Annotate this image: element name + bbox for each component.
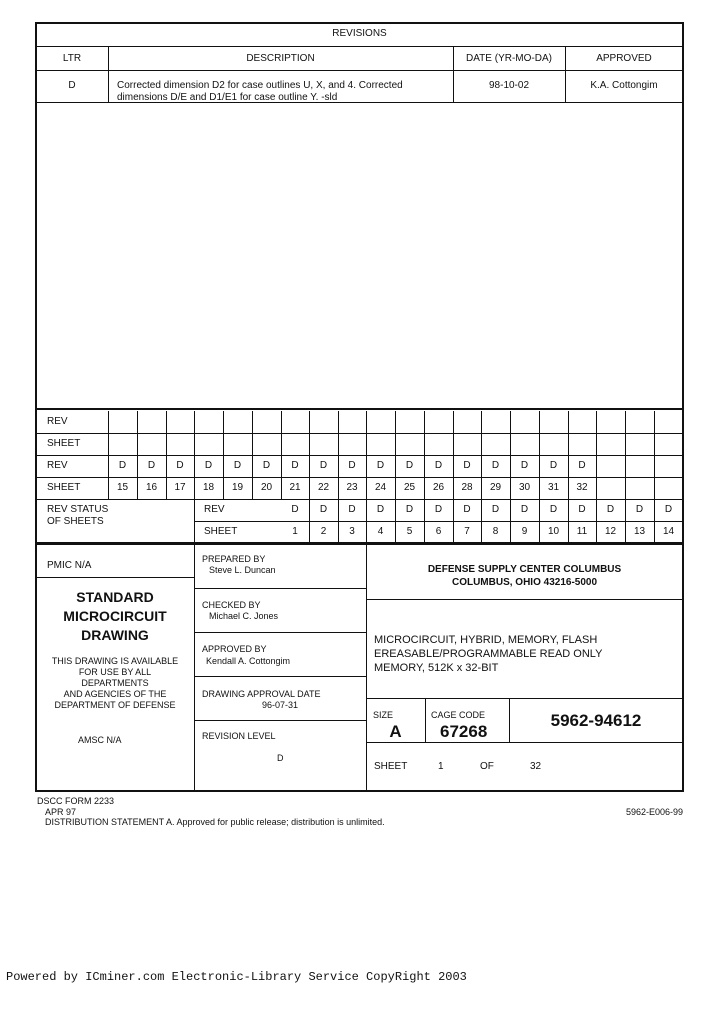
sheet-cell: 28 [461, 482, 473, 493]
standard-line1: STANDARD [76, 589, 154, 605]
status-sheet-cell: 14 [662, 526, 675, 537]
rev-cell: D [376, 460, 385, 471]
sheet-cell: 16 [145, 482, 158, 493]
rev-cell: D [434, 460, 443, 471]
divider [36, 455, 683, 456]
divider [36, 70, 683, 71]
divider [36, 577, 194, 578]
status-rev-cell: D [376, 504, 385, 515]
rev-cell: D [348, 460, 356, 471]
sheet-cell: 18 [202, 482, 215, 493]
status-rev-cell: D [405, 504, 414, 515]
drawing-title-line1: MICROCIRCUIT, HYBRID, MEMORY, FLASH [374, 634, 598, 646]
status-rev-cell: D [635, 504, 644, 515]
status-sheet-cell: 11 [576, 526, 588, 537]
sheet-label: SHEET [374, 761, 408, 772]
revision-level: D [277, 753, 284, 763]
rev-cell: D [118, 460, 127, 471]
sheet-cell: 22 [317, 482, 330, 493]
status-sheet-cell: 7 [464, 526, 470, 537]
rev-status-label: REV STATUS [47, 504, 109, 515]
divider [36, 499, 683, 500]
rev-cell: D [578, 460, 586, 471]
status-sheet-cell: 10 [547, 526, 560, 537]
divider [36, 477, 683, 478]
status-rev-cell: D [319, 504, 328, 515]
revision-approved: K.A. Cottongim [590, 80, 658, 91]
status-rev-cell: D [578, 504, 586, 515]
status-rev-cell: D [434, 504, 443, 515]
sheet-row-label: SHEET [47, 482, 81, 493]
status-sheet-cell: 8 [492, 526, 499, 537]
availability-line3: DEPARTMENTS [81, 678, 149, 688]
status-rev-cell: D [549, 504, 558, 515]
availability-line2: FOR USE BY ALL [78, 667, 152, 677]
form-date: APR 97 [45, 807, 77, 817]
rev-cell: D [491, 460, 500, 471]
rev-status-sheet-label: SHEET [204, 526, 238, 537]
approved-name: Kendall A. Cottongim [206, 656, 291, 666]
divider [654, 411, 655, 499]
divider [366, 742, 683, 743]
availability-line4: AND AGENCIES OF THE [63, 689, 167, 699]
divider [625, 411, 626, 499]
rev-row-label: REV [47, 460, 68, 471]
status-rev-cell: D [491, 504, 500, 515]
sheet-total: 32 [530, 761, 542, 772]
revision-description-line2: dimensions D/E and D1/E1 for case outline Y. -sld [117, 92, 338, 101]
status-rev-cell: D [348, 504, 356, 515]
status-sheet-cell: 2 [320, 526, 327, 537]
sheet-cell: 23 [346, 482, 358, 493]
status-sheet-cell: 13 [633, 526, 646, 537]
size-label: SIZE [373, 710, 394, 720]
rev-cell: D [262, 460, 271, 471]
distribution-statement: DISTRIBUTION STATEMENT A. Approved for public release; distribution is unlimited. [45, 817, 385, 827]
drawing-title-line2: EREASABLE/PROGRAMMABLE READ ONLY [374, 648, 603, 660]
rev-cell: D [405, 460, 414, 471]
sheet-cell: 29 [489, 482, 502, 493]
availability-line1: THIS DRAWING IS AVAILABLE [51, 656, 179, 666]
standard-line2: MICROCIRCUIT [63, 608, 167, 624]
status-rev-cell: D [664, 504, 673, 515]
revision-level-label: REVISION LEVEL [202, 731, 276, 741]
rev-status-rev-label: REV [204, 504, 225, 515]
pmic-label: PMIC N/A [47, 560, 92, 571]
checked-name: Michael C. Jones [209, 611, 279, 621]
approval-date: 96-07-31 [262, 700, 299, 710]
divider [194, 632, 366, 633]
rev-cell: D [549, 460, 558, 471]
sheet-cell: 20 [260, 482, 273, 493]
sheet-cell: 24 [374, 482, 387, 493]
status-sheet-cell: 4 [377, 526, 384, 537]
rev-cell: D [520, 460, 529, 471]
rev-status-label: OF SHEETS [47, 516, 104, 527]
status-rev-cell: D [520, 504, 529, 515]
rev-cell: D [147, 460, 156, 471]
status-sheet-cell: 3 [349, 526, 355, 537]
dscc-line1: DEFENSE SUPPLY CENTER COLUMBUS [427, 564, 622, 575]
sheet-cell: 17 [174, 482, 186, 493]
divider [36, 102, 683, 103]
rev-cell: D [463, 460, 471, 471]
size-value: A [389, 722, 402, 741]
sheet-cell: 15 [116, 482, 129, 493]
revision-date: 98-10-02 [488, 80, 530, 91]
rev-row-label: REV [47, 416, 68, 427]
rev-cell: D [319, 460, 328, 471]
divider [194, 720, 366, 721]
availability-line5: DEPARTMENT OF DEFENSE [54, 700, 176, 710]
status-sheet-cell: 12 [604, 526, 617, 537]
divider [194, 521, 683, 522]
approval-date-label: DRAWING APPROVAL DATE [202, 689, 321, 699]
divider [683, 499, 684, 543]
status-rev-cell: D [291, 504, 299, 515]
divider [425, 698, 426, 742]
revisions-title: REVISIONS [332, 28, 387, 39]
checked-label: CHECKED BY [202, 600, 261, 610]
date-header: DATE (YR-MO-DA) [466, 53, 552, 64]
powered-by-notice: Powered by ICminer.com Electronic-Library Service CopyRight 2003 [6, 970, 467, 984]
divider [194, 676, 366, 677]
standard-line3: DRAWING [81, 627, 149, 643]
sheet-cell: 25 [403, 482, 416, 493]
status-sheet-cell: 6 [435, 526, 442, 537]
amsc-label: AMSC N/A [78, 735, 122, 745]
prepared-name: Steve L. Duncan [209, 565, 276, 575]
divider [36, 433, 683, 434]
divider [194, 544, 195, 791]
status-sheet-cell: 1 [292, 526, 298, 537]
divider [194, 499, 195, 543]
approved-header: APPROVED [596, 53, 652, 64]
sheet-cell: 19 [231, 482, 244, 493]
revision-description-line1: Corrected dimension D2 for case outlines U, X, and 4. Corrected [117, 80, 403, 91]
sheet-cell: 31 [547, 482, 560, 493]
sheet-cell: 26 [432, 482, 445, 493]
drawing-title-line3: MEMORY, 512K x 32-BIT [374, 662, 499, 674]
sheet-row-label: SHEET [47, 438, 81, 449]
status-sheet-cell: 5 [406, 526, 413, 537]
description-header: DESCRIPTION [246, 53, 315, 64]
sheet-number: 1 [438, 761, 444, 772]
prepared-label: PREPARED BY [202, 554, 266, 564]
sheet-cell: 21 [289, 482, 301, 493]
revision-ltr: D [68, 80, 76, 91]
rev-cell: D [291, 460, 299, 471]
rev-cell: D [233, 460, 242, 471]
divider [683, 411, 684, 499]
status-rev-cell: D [606, 504, 615, 515]
cage-code: 67268 [440, 722, 488, 741]
rev-cell: D [176, 460, 184, 471]
of-label: OF [480, 761, 494, 772]
dscc-line2: COLUMBUS, OHIO 43216-5000 [451, 577, 598, 588]
form-name: DSCC FORM 2233 [37, 796, 115, 806]
approved-label: APPROVED BY [202, 644, 267, 654]
cage-label: CAGE CODE [431, 710, 486, 720]
status-rev-cell: D [463, 504, 471, 515]
sheet-cell: 30 [518, 482, 531, 493]
rev-cell: D [204, 460, 213, 471]
divider [366, 698, 683, 699]
ltr-header: LTR [62, 53, 82, 64]
form-number: 5962-E006-99 [626, 807, 684, 817]
divider [36, 46, 683, 47]
status-sheet-cell: 9 [521, 526, 528, 537]
divider [194, 588, 366, 589]
divider [596, 411, 597, 499]
drawing-number: 5962-94612 [550, 711, 642, 730]
sheet-cell: 32 [576, 482, 588, 493]
divider [366, 599, 683, 600]
